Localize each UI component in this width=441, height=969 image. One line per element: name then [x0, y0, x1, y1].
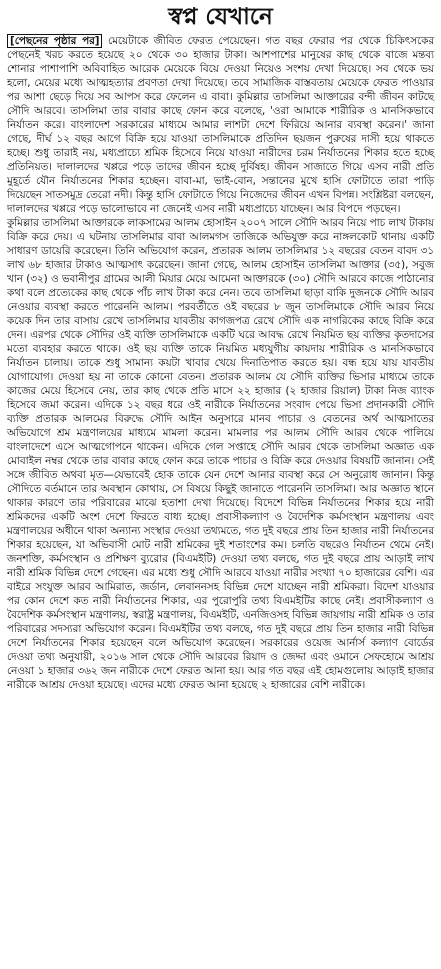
paragraph-1-text: মেয়েটাকে জীবিত ফেরত পেয়েছেন। গত বছর ফেরার পর থেকে চিকিৎসকের পেছনেই খরচ করতে হয়েছে ২০ থেকে ৩০ হাজার টাকা। আশপাশের মানুষের কাছ থেকে বাজে মন্তব্য শোনার পাশাপাশি অবিবাহিত আরেক মেয়েকে বিয়ে দেওয়া নিয়েও সংশয় দেখা দিয়েছে। সব থেকে ভয় হলো, মেয়ের মধ্যে আত্মহত্যার প্রবণতা দেখা দিয়েছে। তবে সামাজিক বাস্তবতায় মেয়েকে ফেরত পাওয়ার পর আশা ছেড়ে দিয়ে সব আপস করে ফেলেন এ বাবা। কুমিল্লার তাসলিমা আক্তারের বন্দী জীবন কাটছে সৌদি আরবে। তাসলিমা তার বাবার কাছে ফোন করে বলেছে, 'ওরা আমাকে শারীরিক ও মানসিকভাবে নির্যাতন করে। বাংলাদেশ সরকারের মাধ্যমে আমার লাশটা দেশে ফিরিয়ে আনার ব্যবস্থা করেন।' জানা গেছে, দীর্ঘ ১২ বছর আগে বিক্রি হয়ে যাওয়া তাসলিমাকে প্রতিদিন ছয়জন পুরুষের দাসী হয়ে থাকতে হচ্ছে। শুধু তারাই নয়, মধ্যপ্রাচ্যে শ্রমিক হিসেবে নিয়ে যাওয়া নারীদের চরম নির্যাতনের শিকার হতে হচ্ছে প্রতিনিয়ত। দালালদের খপ্পরে পড়ে তাদের জীবন হচ্ছে দুর্বিষহ। জীবন সাজাতে গিয়ে এসব নারী প্রতি মুহূর্তে যৌন নির্যাতনের শিকার হচ্ছেন। বাবা-মা, ভাই-বোন, সন্তানের মুখে হাসি ফোটাতে তারা পাড়ি দিয়েছেন সাতসমুদ্র তেরো নদী। কিন্তু হাসি ফোটাতে গিয়ে নিজেদের জীবন এখন বিপন্ন। সংশ্লিষ্টরা বলছেন, দালালদের খপ্পরে পড়ে ভালোভাবে না জেনেই এসব নারী মধ্যপ্রাচ্যে যাচ্ছেন। আর বিপদে পড়ছেন। — [7, 35, 435, 215]
paragraph-1 — [7, 34, 434, 216]
paragraph-2: কুমিল্লার তাসলিমা আক্তারকে লাকসামের আলম হোসাইন ২০০৭ সালে সৌদি আরব নিয়ে পাচ লাখ টাকায় বিক্রি করে দেয়। এ ঘটনায় তাসলিমার বাবা আলমগস তাজিকে অভিযুক্ত করে নাঙ্গলকোট থানায় একটি সাধারণ ডায়েরি করেছেন। তিনি অভিযোগ করেন, প্রতারক আলম তাসলিমার ১২ বছরের বেতন বাবদ ৩১ লাখ ৬৮ হাজার টাকাও আত্মসাৎ করেছেন। জানা গেছে, আলম হোসাইন তাসলিমা আক্তার (৩৫), সবুজ খান (৩২) ও ভবানীপুর গ্রামের আলী মিয়ার মেয়ে আমেনা আক্তারকে (৩০) সৌদি আরবে কাজে পাঠানোর কথা বলে প্রত্যেকের কাছ থেকে পাঁচ লাখ টাকা করে নেন। তবে তাসলিমা ছাড়া বাকি দুজনকে সৌদি আরব নেওয়ার ব্যবস্থা করতে পারেননি আলম। পরবর্তীতে ওই বছরের ৮ জুন তাসলিমাকে সৌদি আরব নিয়ে কয়েক দিন তার বাসায় রেখে তাসলিমার যাবতীয় কাগজপত্র রেখে সৌদি এক নাগরিকের কাছে বিক্রি করে দেন। এরপর থেকে সৌদির ওই ব্যক্তি তাসলিমাকে একটি ঘরে আবদ্ধ রেখে নিয়মিত ছয় ব্যক্তির কৃতদাসের মতো ব্যবহার করতে থাকে। ওই ছয় ব্যক্তি তাকে নিয়মিত মধ্যযুগীয় কায়দায় শারীরিক ও মানসিকভাবে নির্যাতন চালায়। তাকে শুধু সামান্য কয়টা খাবার খেয়ে দিনাতিপাত করতে হয়। বন্ধ হয়ে যায় যাবতীয় যোগাযোগ। দেওয়া হয় না তাকে কোনো বেতন। প্রতারক আলম যে সৌদি ব্যক্তির ভিসার মাধ্যমে তাকে কাজের মেয়ে হিসেবে নেয়, তার কাছ থেকে প্রতি মাসে ২২ হাজার (২ হাজার রিয়াল) টাকা নিজ ব্যাংক হিসেবে জমা করেন। এদিকে ১২ বছর ধরে ওই নারীকে নির্যাতনের সংবাদ পেয়ে ভিসা প্রদানকারী সৌদি ব্যক্তি প্রতারক আলমের বিরুদ্ধে সৌদি আইন অনুসারে মানব পাচার ও বেতনের অর্থ আত্মসাতের অভিযোগে শ্রম মন্ত্রণালয়ের মাধ্যমে মামলা করেন। মামলার পর আলম সৌদি আরব থেকে পালিয়ে বাংলাদেশে এসে আত্মগোপনে থাকেন। এদিকে গেল সপ্তাহে সৌদি আরব থেকে তাসলিমা অজ্ঞাত এক মোবাইল নম্বর থেকে তার বাবার কাছে ফোন করে তাকে পাচার ও বিক্রি করে দেওয়ার বিষয়টি জানান। সেই সঙ্গে জীবিত অথবা মৃত—যেভাবেই হোক তাকে যেন দেশে আনার ব্যবস্থা করে সে অনুরোধ জানান। কিন্তু সৌদিতে বর্তমানে তার অবস্থান কোথায়, সে বিষয়ে কিছুই জানাতে পারেননি তাসলিমা। আর অজ্ঞাত স্থানে থাকার কারণে তার পরিবারের মাঝে হতাশা দেখা দিয়েছে। বিদেশে বিভিন্ন নির্যাতনের শিকার হয়ে নারী শ্রমিকদের একটি অংশ দেশে ফিরতে বাধ্য হচ্ছে। প্রবাসীকল্যাণ ও বৈদেশিক কর্মসংস্থান মন্ত্রণালয় এবং মন্ত্রণালয়ের অধীনে থাকা অন্যান্য সংস্থার দেওয়া তথ্যমতে, গত দুই বছরে প্রায় তিন হাজার নারী নির্যাতনের শিকার হয়েছেন, যা অভিবাসী মোট নারী শ্রমিকের দুই শতাংশের কম। চলতি বছরেও নির্যাতন থেমে নেই। জনশক্তি, কর্মসংস্থান ও প্রশিক্ষণ ব্যুরোর (বিএমইটি) দেওয়া তথ্য বলছে, গত দুই বছরে প্রায় আড়াই লাখ নারী শ্রমিক বিভিন্ন দেশে গেছেন। এর মধ্যে শুধু সৌদি আরবে যাওয়া নারীর সংখ্যা ৭০ হাজারের বেশি। এর বাইরে সংযুক্ত আরব আমিরাত, জর্ডান, লেবাননসহ বিভিন্ন দেশে যাচ্ছেন নারী শ্রমিকরা। বিদেশ যাওয়ার পর কোন দেশে কত নারী নির্যাতনের শিকার, এর পুরোপুরি তথ্য বিএমইটির কাছে নেই। প্রবাসীকল্যাণ ও বৈদেশিক কর্মসংস্থান মন্ত্রণালয়, স্বরাষ্ট্র মন্ত্রণালয়, বিএমইটি, এনজিওসহ বিভিন্ন জায়গায় নারী শ্রমিক ও তার পরিবারের সদস্যরা অভিযোগ করেন। বিএমইটির তথ্য বলছে, গত দুই বছরে প্রায় তিন হাজার নারী বিভিন্ন দেশে নির্যাতনের শিকার হয়েছেন বলে অভিযোগ করেছেন। সরকারের ওয়েজ আর্নার্স কল্যাণ বোর্ডের দেওয়া তথ্য অনুযায়ী, ২০১৬ সাল থেকে সৌদি আরবের রিয়াদ ও জেদ্দা এবং ওমানে সেফহোমে আশ্রয় নেওয়া ১ হাজার ৩৬২ জন নারীকে দেশে ফেরত আনা হয়। আর গত বছর এই হোমগুলোয় আড়াই হাজার নারীকে আশ্রয় দেওয়া হয়েছে। এদের মধ্যে ফেরত আনা হয়েছে ২ হাজারের বেশি নারীকে। — [7, 217, 434, 691]
headline: স্বপ্ন যেখানে — [168, 3, 273, 30]
continued-from-back-page-tag: [পেছনের পৃষ্ঠার পর] — [7, 34, 102, 48]
article-body — [7, 34, 434, 692]
